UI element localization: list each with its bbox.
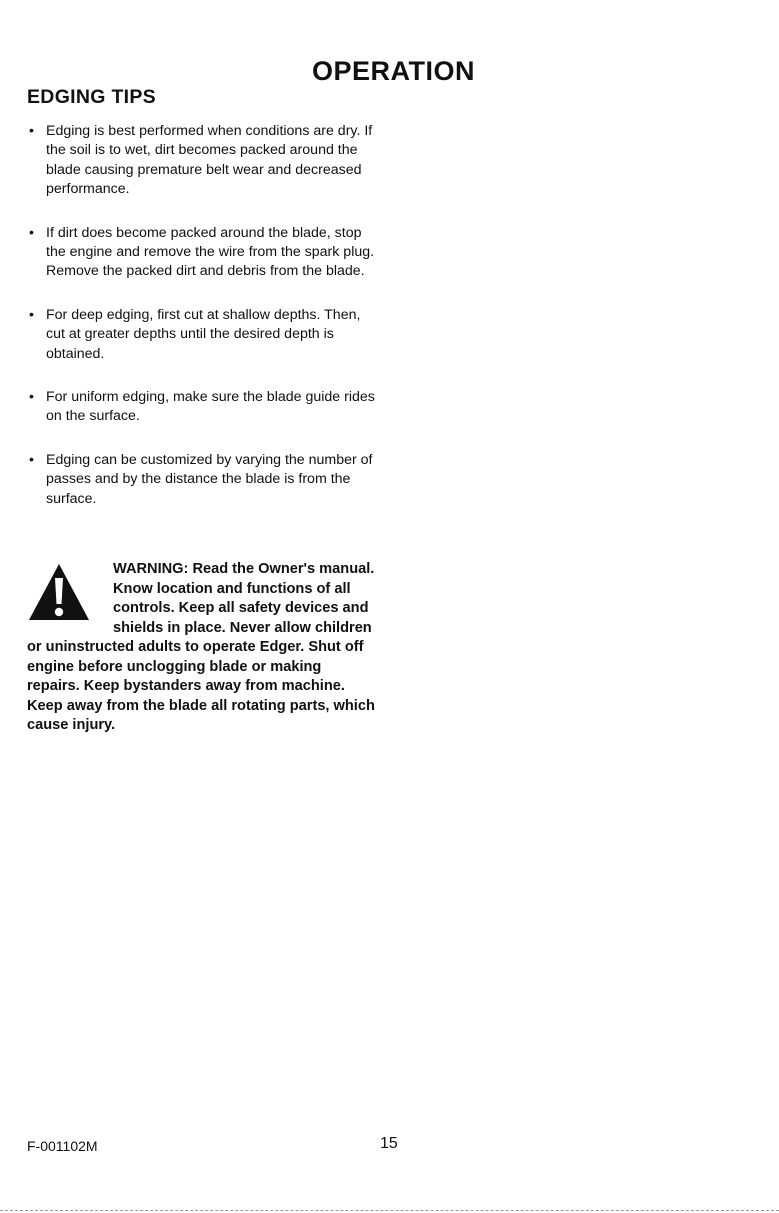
page-title: [0, 56, 779, 87]
section-title: EDGING TIPS: [27, 86, 156, 108]
bullet-icon: •: [29, 123, 34, 139]
bullet-icon: •: [29, 224, 34, 241]
tip-item: [27, 388, 382, 427]
bullet-icon: •: [29, 451, 34, 468]
tip-item: [27, 306, 382, 364]
warning-triangle-icon: [27, 562, 91, 622]
page-number: 15: [380, 1135, 398, 1152]
tip-text: For deep edging, first cut at shallow depths. Then, cut at greater depths until the desired depth is obtained.: [46, 306, 361, 362]
tip-text: Edging can be customized by varying the number of passes and by the distance the blade is from the surface.: [46, 451, 373, 507]
bullet-icon: •: [29, 306, 34, 323]
bullet-icon: •: [29, 389, 34, 406]
bottom-divider: [0, 1210, 779, 1211]
edging-tips-list: [27, 122, 382, 533]
tip-item: [27, 451, 382, 509]
tip-item: [27, 122, 382, 200]
tip-text: For uniform edging, make sure the blade guide rides on the surface.: [46, 389, 375, 425]
tip-item: [27, 224, 382, 282]
warning-text: WARNING: Read the Owner's manual. Know location and functions of all controls. Keep all safety devices and shields in place. Never allow children or uninstructed adults to operate Edger. Shut off engine before unclogging blade or making repairs. Keep bystanders away from machine. Keep away from the blade all rotating parts, which cause injury.: [27, 561, 375, 733]
warning-box: [27, 560, 377, 736]
page-title-text: OPERATION: [311, 56, 475, 86]
tip-text: Edging is best performed when conditions are dry. If the soil is to wet, dirt becomes packed around the blade causing premature belt wear and decreased performance.: [46, 123, 373, 198]
tip-text: If dirt does become packed around the blade, stop the engine and remove the wire from the spark plug. Remove the packed dirt and debris from the blade.: [46, 224, 375, 280]
document-code: F-001102M: [27, 1138, 98, 1154]
